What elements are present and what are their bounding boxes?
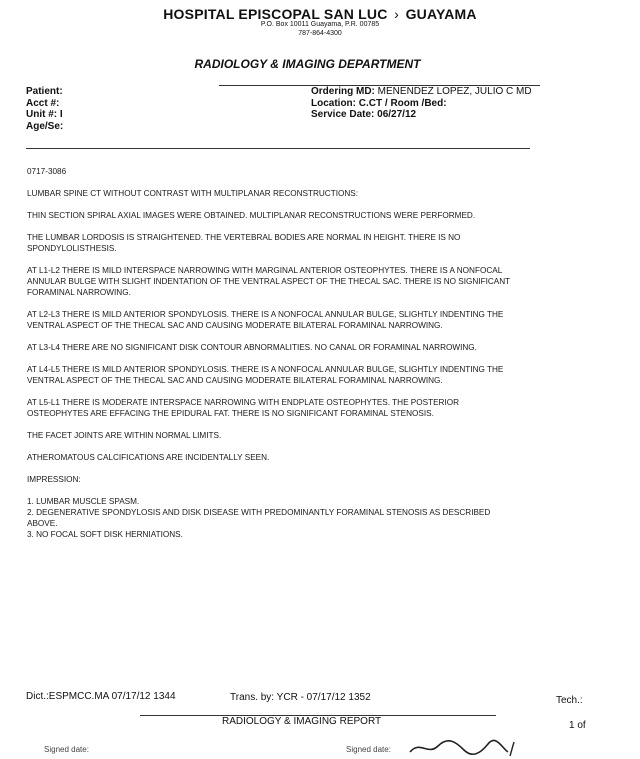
impression-item: 3. NO FOCAL SOFT DISK HERNIATIONS. xyxy=(27,530,183,539)
service-date-label: Service Date: xyxy=(311,109,375,121)
acct-label: Acct #: xyxy=(26,97,60,109)
finding-paragraph: ATHEROMATOUS CALCIFICATIONS ARE INCIDENTALLY SEEN. xyxy=(27,453,270,462)
transcribed-info: Trans. by: YCR - 07/17/12 1352 xyxy=(230,692,371,703)
logo-mark: › xyxy=(394,6,399,22)
location-label: Location: xyxy=(311,97,356,109)
page-number: 1 of xyxy=(569,720,586,731)
age-sex-label: Age/Se: xyxy=(26,120,64,132)
ordering-md-value: MENENDEZ LOPEZ, JULIO C MD xyxy=(377,86,532,97)
hospital-address: P.O. Box 10011 Guayama, P.R. 00785 xyxy=(260,21,380,28)
unit-label: Unit #: I xyxy=(26,109,63,121)
location-row xyxy=(311,98,532,110)
ordering-md-label: Ordering MD: xyxy=(311,86,375,97)
accession-number: 0717-3086 xyxy=(27,167,67,176)
patient-divider xyxy=(26,148,530,149)
hospital-phone: 787-864-4300 xyxy=(298,30,342,37)
department-title: RADIOLOGY & IMAGING DEPARTMENT xyxy=(194,57,421,71)
service-date-row xyxy=(311,109,532,121)
report-body xyxy=(27,166,517,540)
finding-paragraph: THE LUMBAR LORDOSIS IS STRAIGHTENED. THE VERTEBRAL BODIES ARE NORMAL IN HEIGHT. THERE IS NO SPONDYLOLISTHESIS. xyxy=(27,233,461,253)
finding-paragraph: AT L4-L5 THERE IS MILD ANTERIOR SPONDYLOSIS. THERE IS A NONFOCAL ANNULAR BULGE, SLIGHTLY INDENTING THE VENTRAL ASPECT OF THE THECAL SAC AND CAUSING MODERATE BILATERAL FORAMINAL NARROWING. xyxy=(27,365,504,385)
ordering-md-row xyxy=(311,86,532,98)
technique: THIN SECTION SPIRAL AXIAL IMAGES WERE OBTAINED. MULTIPLANAR RECONSTRUCTIONS WERE PERFORMED. xyxy=(27,211,476,220)
exam-title: LUMBAR SPINE CT WITHOUT CONTRAST WITH MULTIPLANAR RECONSTRUCTIONS: xyxy=(27,189,359,198)
hospital-name: HOSPITAL EPISCOPAL SAN LUC › GUAYAMA xyxy=(163,6,477,22)
signed-date-left: Signed date: xyxy=(44,745,89,754)
patient-labels xyxy=(26,86,63,132)
hospital-address-block xyxy=(0,20,640,38)
signed-date-right: Signed date: xyxy=(346,745,391,754)
finding-paragraph: THE FACET JOINTS ARE WITHIN NORMAL LIMITS. xyxy=(27,431,222,440)
impression-label: IMPRESSION: xyxy=(27,475,81,484)
tech-label: Tech.: xyxy=(556,695,583,706)
impression-item: 1. LUMBAR MUSCLE SPASM. xyxy=(27,497,140,506)
service-date-value: 06/27/12 xyxy=(377,109,417,121)
finding-paragraph: AT L1-L2 THERE IS MILD INTERSPACE NARROWING WITH MARGINAL ANTERIOR OSTEOPHYTES. THERE IS A NONFOCAL ANNULAR BULGE WITH SLIGHT INDENTATION OF THE VENTRAL ASPECT OF THE THECAL SAC. THERE IS NO SIGNIFICANT FORAMINAL NARROWING. xyxy=(27,266,510,297)
report-title: RADIOLOGY & IMAGING REPORT xyxy=(222,716,382,727)
location-value: C.CT / Room /Bed: xyxy=(358,97,447,109)
finding-paragraph: AT L5-L1 THERE IS MODERATE INTERSPACE NARROWING WITH ENDPLATE OSTEOPHYTES. THE POSTERIOR OSTEOPHYTES ARE EFFACING THE EPIDURAL FAT. THERE IS NO SIGNIFICANT FORAMINAL STENOSIS. xyxy=(27,398,460,418)
dictated-info: Dict.:ESPMCC.MA 07/17/12 1344 xyxy=(26,691,176,702)
finding-paragraph: AT L3-L4 THERE ARE NO SIGNIFICANT DISK CONTOUR ABNORMALITIES. NO CANAL OR FORAMINAL NARROWING. xyxy=(27,343,477,352)
finding-paragraph: AT L2-L3 THERE IS MILD ANTERIOR SPONDYLOSIS. THERE IS A NONFOCAL ANNULAR BULGE, SLIGHTLY INDENTING THE VENTRAL ASPECT OF THE THECAL SAC AND CAUSING MODERATE BILATERAL FORAMINAL NARROWING. xyxy=(27,310,504,330)
order-info xyxy=(311,86,532,121)
patient-label: Patient: xyxy=(26,86,63,97)
signature-scribble xyxy=(406,738,526,758)
impression-item: 2. DEGENERATIVE SPONDYLOSIS AND DISK DISEASE WITH PREDOMINANTLY FORAMINAL STENOSIS AS DESCRIBED ABOVE. xyxy=(27,508,491,528)
